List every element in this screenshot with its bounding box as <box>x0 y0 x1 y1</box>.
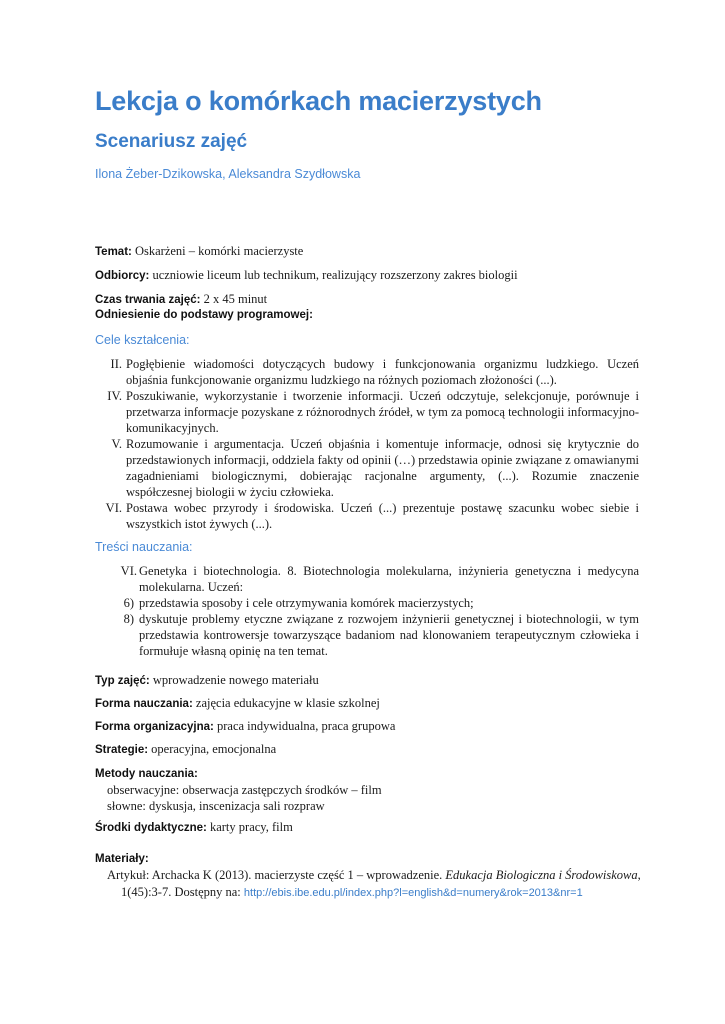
list-item-text: Rozumowanie i argumentacja. Uczeń objaśnia i komentuje informacje, odnosi się krytycznie do przedstawionych informacji, oddziela fakty od opinii (…) przedstawia opinie związane z omawianymi zagadnieniami biologicznymi, dobierając racjonalne argumenty, (...). Rozumie znaczenie współczesnej biologii w życiu człowieka. <box>126 437 640 499</box>
strategie-value: operacyjna, emocjonalna <box>148 742 277 756</box>
materialy-comma: , <box>637 868 641 882</box>
list-item <box>123 595 639 611</box>
list-item <box>110 356 639 388</box>
field-strategie <box>95 742 276 757</box>
srodki-label: Środki dydaktyczne: <box>95 822 207 834</box>
article-link[interactable]: http://ebis.ibe.edu.pl/index.php?l=english&d=numery&rok=2013&nr=1 <box>243 887 583 899</box>
list-item-number: IV. <box>107 389 122 403</box>
temat-label: Temat: <box>95 246 132 258</box>
field-odbiorcy <box>95 268 518 283</box>
list-item <box>105 500 639 532</box>
list-item <box>107 388 639 436</box>
list-item-text: Poszukiwanie, wykorzystanie i tworzenie informacji. Uczeń odczytuje, selekcjonuje, porównuje i przetwarza informacje pozyskane z różnorodnych źródeł, w tym za pomocą technologii informacyjno-komunikacyjnych. <box>126 389 639 435</box>
list-item <box>123 611 639 659</box>
list-item <box>111 436 640 500</box>
list-item <box>120 563 639 595</box>
cele-list <box>105 356 640 532</box>
field-forma-organizacyjna <box>95 719 395 734</box>
odniesienie-label: Odniesienie do podstawy programowej: <box>95 309 313 321</box>
field-temat <box>95 244 303 259</box>
list-item-number: V. <box>111 437 122 451</box>
list-item-text: Pogłębienie wiadomości dotyczących budowy i funkcjonowania organizmu ludzkiego. Uczeń objaśnia funkcjonowanie organizmu ludzkiego na różnych poziomach złożoności (...). <box>126 357 639 387</box>
tresci-heading: Treści nauczania: <box>95 540 193 554</box>
list-item-number: II. <box>110 357 122 371</box>
srodki-value: karty pracy, film <box>206 820 293 834</box>
strategie-label: Strategie: <box>95 744 149 756</box>
list-item-number: VI. <box>105 501 122 515</box>
forma-nauczania-label: Forma nauczania: <box>95 698 193 710</box>
field-czas <box>95 292 267 307</box>
list-item-number: VI. <box>120 564 137 578</box>
forma-org-label: Forma organizacyjna: <box>95 721 214 733</box>
list-item-text: Postawa wobec przyrody i środowiska. Uczeń (...) prezentuje postawę szacunku wobec siebie i wszystkich istot żywych (...). <box>126 501 639 531</box>
forma-nauczania-value: zajęcia edukacyjne w klasie szkolnej <box>192 696 380 710</box>
list-item-text: dyskutuje problemy etyczne związane z rozwojem inżynierii genetycznej i biotechnologii, w tym przedstawia kontrowersje towarzyszące badaniom nad klonowaniem terapeutycznym człowieka i formułuje własną opinię na ten temat. <box>139 612 639 658</box>
forma-org-value: praca indywidualna, praca grupowa <box>213 719 396 733</box>
materialy-pages: 1(45):3-7. Dostępny na: <box>121 885 244 899</box>
materialy-label: Materiały: <box>95 853 149 865</box>
list-item-text: Genetyka i biotechnologia. 8. Biotechnologia molekularna, inżynieria genetyczna i medycyna molekularna. Uczeń: <box>139 564 639 594</box>
metody-line-2: słowne: dyskusja, inscenizacja sali rozpraw <box>107 799 325 813</box>
field-odniesienie <box>95 307 313 322</box>
typ-label: Typ zajęć: <box>95 675 150 687</box>
field-srodki <box>95 820 293 835</box>
odbiorcy-value: uczniowie liceum lub technikum, realizujący rozszerzony zakres biologii <box>149 268 518 282</box>
temat-value: Oskarżeni – komórki macierzyste <box>131 244 304 258</box>
typ-value: wprowadzenie nowego materiału <box>149 673 319 687</box>
odbiorcy-label: Odbiorcy: <box>95 270 150 282</box>
materialy-line-2 <box>121 884 583 901</box>
czas-value: 2 x 45 minut <box>200 292 268 306</box>
field-metody <box>95 766 198 781</box>
page-title: Lekcja o komórkach macierzystych <box>95 86 542 116</box>
authors: Ilona Żeber-Dzikowska, Aleksandra Szydłowska <box>95 167 361 181</box>
field-materialy <box>95 851 149 866</box>
field-forma-nauczania <box>95 696 380 711</box>
page-subtitle: Scenariusz zajęć <box>95 131 248 152</box>
materialy-line-1 <box>107 867 641 883</box>
metody-label: Metody nauczania: <box>95 768 198 780</box>
materialy-text: Artykuł: Archacka K (2013). macierzyste część 1 – wprowadzenie. <box>107 868 446 882</box>
list-item-number: 6) <box>123 596 134 610</box>
journal-title: Edukacja Biologiczna i Środowiskowa <box>445 868 638 882</box>
czas-label: Czas trwania zajęć: <box>95 294 201 306</box>
tresci-list <box>120 563 639 659</box>
field-typ <box>95 673 319 688</box>
list-item-number: 8) <box>123 612 134 626</box>
list-item-text: przedstawia sposoby i cele otrzymywania komórek macierzystych; <box>139 596 474 610</box>
cele-heading: Cele kształcenia: <box>95 333 190 347</box>
metody-line-1: obserwacyjne: obserwacja zastępczych środków – film <box>107 783 382 797</box>
